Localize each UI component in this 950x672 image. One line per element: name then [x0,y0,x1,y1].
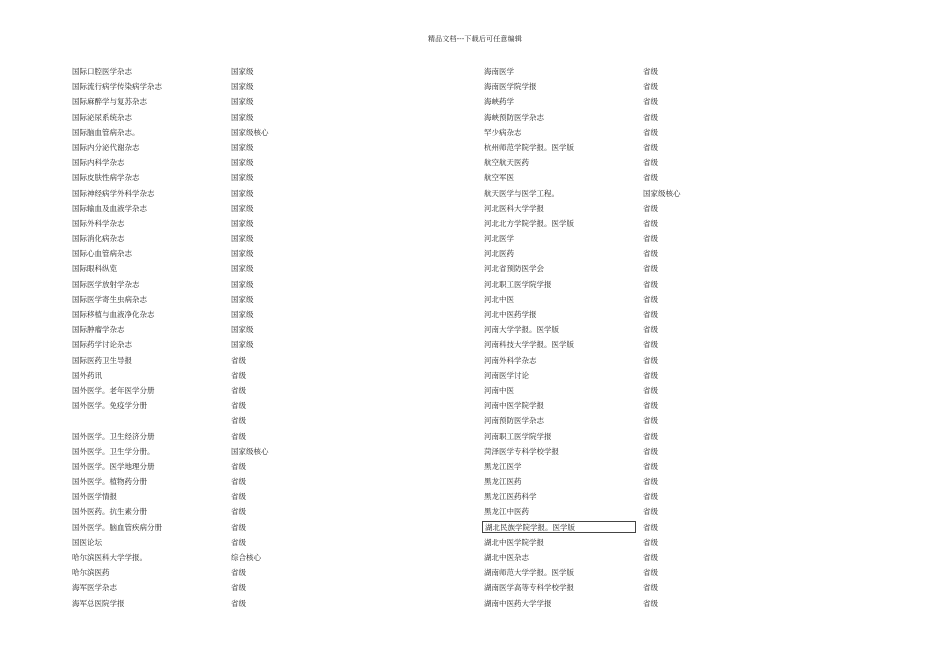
journal-name: 航空航天医药 [484,158,529,168]
journal-level: 省级 [643,370,658,380]
journal-level: 省级 [643,568,658,578]
journal-level: 国家级 [231,67,254,76]
journal-level: 省级 [643,264,658,274]
journal-level: 国家级 [231,188,254,198]
journal-level: 国家级 [231,97,254,107]
journal-name: 国际输血及血液学杂志 [72,203,147,213]
journal-name: 国际医学寄生虫病杂志 [72,294,147,304]
journal-level: 省级 [643,416,658,426]
journal-level: 国家级 [231,112,254,122]
journal-name: 河北省预防医学会 [484,264,544,274]
journal-name: 河南预防医学杂志 [484,416,544,426]
journal-name: 国际内科学杂志 [72,158,125,168]
journal-name: 国际神经病学外科学杂志 [72,188,155,198]
journal-level: 省级 [643,158,658,168]
journal-level: 省级 [231,507,246,517]
journal-level: 省级 [643,173,658,183]
journal-level: 国家级 [231,310,254,319]
journal-level: 省级 [643,142,658,152]
journal-level: 省级 [643,218,658,228]
journal-name: 国际移植与血液净化杂志 [72,310,155,319]
journal-level: 省级 [643,249,658,259]
journal-level: 省级 [643,325,658,335]
journal-name: 哈尔滨医药 [72,568,110,578]
journal-level: 省级 [231,401,246,411]
journal-name: 国医论坛 [72,537,102,547]
journal-level: 省级 [643,492,658,502]
journal-level: 国家级 [231,142,254,152]
journal-level: 省级 [231,461,246,471]
journal-level: 国家级 [231,234,254,244]
journal-name: 国外医学。卫生学分册。 [72,446,155,456]
journal-name: 河北医学 [484,234,514,244]
journal-name: 海峡预防医学杂志 [484,112,544,122]
journal-level: 省级 [231,477,246,487]
journal-name: 海军医学杂志 [72,583,117,593]
journal-name: 湖南师范大学学报。医学版 [484,568,574,578]
journal-name: 河南外科学杂志 [484,355,537,365]
journal-level: 省级 [231,355,246,365]
journal-level: 省级 [231,492,246,502]
journal-level: 国家级 [231,82,254,92]
journal-name: 国外医学。卫生经济分册 [72,431,155,441]
journal-name: 国际眼科纵览 [72,264,117,274]
journal-name: 国际肿瘤学杂志 [72,325,125,335]
journal-name: 国际麻醉学与复苏杂志 [72,97,147,107]
journal-name: 海南医学院学报 [484,82,537,92]
journal-level: 省级 [643,294,658,304]
journal-name: 国际心血管病杂志 [72,249,132,259]
journal-name: 国际医药卫生导报 [72,355,132,365]
journal-name: 国际外科学杂志 [72,218,125,228]
journal-level: 省级 [643,598,658,608]
journal-name: 河北中医药学报 [484,310,537,319]
journal-name: 湖南中医药大学学报 [484,598,552,608]
journal-name: 国际流行病学传染病学杂志 [72,82,162,92]
journal-level: 国家级 [231,340,254,350]
journal-level: 省级 [231,370,246,380]
journal-name: 黑龙江医药科学 [484,492,537,502]
journal-level: 省级 [231,598,246,608]
journal-name: 国外药讯 [72,370,102,380]
journal-level: 国家级 [231,264,254,274]
journal-name: 河南中医学院学报 [484,401,544,411]
journal-name: 国际口腔医学杂志 [72,67,132,76]
journal-level: 省级 [643,310,658,319]
journal-level: 省级 [643,583,658,593]
journal-name: 国际脑血管病杂志。 [72,127,140,137]
journal-level: 省级 [643,234,658,244]
journal-name: 湖南医学高等专科学校学报 [484,583,574,593]
journal-name: 国际消化病杂志 [72,234,125,244]
journal-level: 省级 [231,537,246,547]
journal-level: 省级 [231,416,246,426]
journal-level: 省级 [643,477,658,487]
journal-name[interactable]: 湖北民族学院学报。医学版 [482,521,636,534]
journal-level: 省级 [643,522,658,532]
journal-level: 国家级 [231,203,254,213]
journal-level: 省级 [643,355,658,365]
journal-name: 黑龙江中医药 [484,507,529,517]
journal-level: 省级 [643,553,658,562]
journal-level: 国家级 [231,279,254,289]
journal-level: 省级 [231,583,246,593]
journal-level: 省级 [643,401,658,411]
journal-level: 省级 [231,385,246,395]
journal-name: 国外医学。免疫学分册 [72,401,147,411]
journal-name: 菏泽医学专科学校学报 [484,446,559,456]
journal-level: 省级 [643,537,658,547]
journal-name: 国外医学。植物药分册 [72,477,147,487]
journal-name: 国际皮肤性病学杂志 [72,173,140,183]
journal-name: 国际内分泌代谢杂志 [72,142,140,152]
journal-level: 省级 [643,82,658,92]
journal-level: 省级 [231,568,246,578]
journal-level: 国家级核心 [231,446,269,456]
journal-name: 河北中医 [484,294,514,304]
journal-level: 国家级 [231,158,254,168]
journal-name: 河南医学讨论 [484,370,529,380]
journal-name: 河北医科大学学报 [484,203,544,213]
journal-name: 国际药学讨论杂志 [72,340,132,350]
journal-level: 国家级 [231,218,254,228]
journal-name: 海峡药学 [484,97,514,107]
journal-name: 国际泌尿系统杂志 [72,112,132,122]
journal-level: 省级 [643,203,658,213]
journal-level: 省级 [643,340,658,350]
journal-name: 航空军医 [484,173,514,183]
journal-name: 湖北中医学院学报 [484,537,544,547]
journal-name: 国外医学。医学地理分册 [72,461,155,471]
journal-level: 省级 [643,431,658,441]
journal-name: 国外医药。抗生素分册 [72,507,147,517]
journal-level: 国家级核心 [231,127,269,137]
journal-name: 河南中医 [484,385,514,395]
journal-name: 杭州师范学院学报。医学版 [484,142,574,152]
journal-level: 省级 [643,112,658,122]
journal-level: 国家级核心 [643,188,681,198]
journal-name: 海军总医院学报 [72,598,125,608]
journal-name: 海南医学 [484,67,514,76]
journal-level: 国家级 [231,294,254,304]
document-header: 精品文档---下载后可任意编辑 [427,35,523,43]
journal-level: 省级 [643,385,658,395]
journal-name: 航天医学与医学工程。 [484,188,559,198]
journal-name: 罕少病杂志 [484,127,522,137]
journal-level: 省级 [643,507,658,517]
journal-level: 国家级 [231,173,254,183]
journal-level: 省级 [643,97,658,107]
journal-name: 湖北中医杂志 [484,553,529,562]
journal-level: 综合核心 [231,553,261,562]
journal-level: 省级 [643,446,658,456]
journal-name: 黑龙江医学 [484,461,522,471]
journal-name: 河南职工医学院学报 [484,431,552,441]
journal-name: 河南大学学报。医学版 [484,325,559,335]
journal-name: 河南科技大学学报。医学版 [484,340,574,350]
journal-name: 哈尔滨医科大学学报。 [72,553,147,562]
journal-name: 国际医学放射学杂志 [72,279,140,289]
journal-name: 国外医学情报 [72,492,117,502]
journal-level: 国家级 [231,249,254,259]
journal-name: 黑龙江医药 [484,477,522,487]
journal-name: 河北职工医学院学报 [484,279,552,289]
journal-name: 河北医药 [484,249,514,259]
journal-level: 省级 [643,127,658,137]
journal-name: 河北北方学院学报。医学版 [484,218,574,228]
journal-level: 省级 [643,461,658,471]
journal-level: 省级 [643,279,658,289]
journal-level: 省级 [231,431,246,441]
journal-name: 国外医学。脑血管疾病分册 [72,522,162,532]
journal-level: 省级 [643,67,658,76]
journal-name: 国外医学。老年医学分册 [72,385,155,395]
journal-level: 省级 [231,522,246,532]
journal-level: 国家级 [231,325,254,335]
